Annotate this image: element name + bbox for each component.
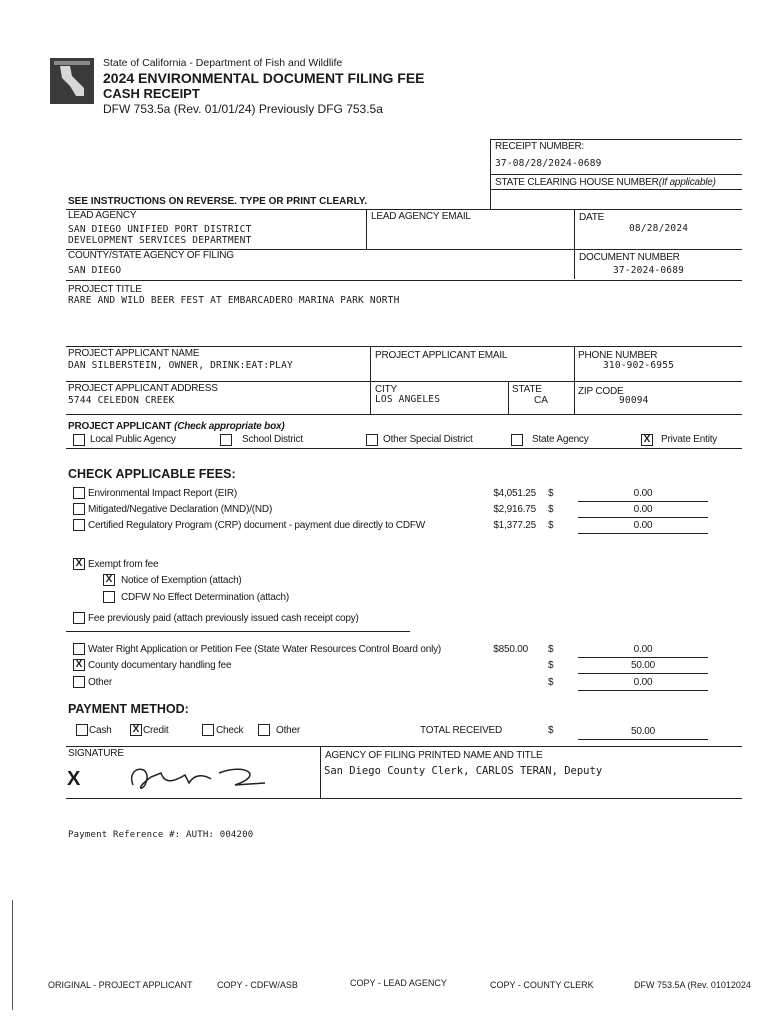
county-value: SAN DIEGO	[68, 265, 122, 276]
other-fee-label: Other	[88, 677, 113, 688]
receipt-number-label: RECEIPT NUMBER:	[495, 141, 585, 152]
signature-label: SIGNATURE	[68, 748, 124, 759]
county-handling-checkbox[interactable]: X	[73, 659, 85, 671]
footer-copy-cdfw: COPY - CDFW/ASB	[217, 980, 298, 990]
footer-copy-lead-agency: COPY - LEAD AGENCY	[350, 978, 447, 988]
phone-label: PHONE NUMBER	[578, 350, 658, 361]
crp-amount: 0.00	[633, 520, 653, 531]
eir-amount: 0.00	[633, 488, 653, 499]
water-right-dollar: $	[548, 644, 554, 655]
form-subtitle: CASH RECEIPT	[103, 86, 200, 101]
phone-value: 310-902-6955	[603, 360, 675, 371]
zip-value: 90094	[619, 395, 649, 406]
zip-label: ZIP CODE	[578, 386, 624, 397]
footer-copy-county-clerk: COPY - COUNTY CLERK	[490, 980, 594, 990]
exempt-checkbox[interactable]: X	[73, 558, 85, 570]
county-handling-dollar: $	[548, 660, 554, 671]
state-label: STATE	[512, 384, 542, 395]
cash-checkbox[interactable]	[76, 724, 88, 736]
handwritten-signature	[115, 755, 275, 795]
school-district-checkbox[interactable]	[220, 434, 232, 446]
crp-fee: $1,377.25	[493, 520, 536, 531]
other-payment-label: Other	[276, 725, 301, 736]
receipt-number: 37-08/28/2024-0689	[495, 158, 602, 169]
county-handling-label: County documentary handling fee	[88, 660, 232, 671]
county-label: COUNTY/STATE AGENCY OF FILING	[68, 250, 234, 261]
other-fee-checkbox[interactable]	[73, 676, 85, 688]
footer-form-number: DFW 753.5A (Rev. 01012024	[634, 980, 751, 990]
other-special-district-checkbox[interactable]	[366, 434, 378, 446]
applicant-name: DAN SILBERSTEIN, OWNER, DRINK:EAT:PLAY	[68, 360, 293, 371]
lead-agency-label: LEAD AGENCY	[68, 210, 137, 221]
document-number-label: DOCUMENT NUMBER	[579, 252, 680, 263]
applicant-email-label: PROJECT APPLICANT EMAIL	[375, 350, 508, 361]
state-value: CA	[534, 395, 548, 406]
county-handling-amount: 50.00	[630, 660, 656, 671]
cdfw-label: CDFW No Effect Determination (attach)	[121, 592, 290, 603]
water-right-checkbox[interactable]	[73, 643, 85, 655]
other-payment-checkbox[interactable]	[258, 724, 270, 736]
instructions: SEE INSTRUCTIONS ON REVERSE. TYPE OR PRINT CLEARLY.	[68, 196, 368, 207]
lead-agency-line1: SAN DIEGO UNIFIED PORT DISTRICT	[68, 224, 252, 235]
document-number: 37-2024-0689	[613, 265, 685, 276]
local-public-agency-label: Local Public Agency	[90, 434, 176, 445]
date-value: 08/28/2024	[629, 223, 689, 234]
mnd-label: Mitigated/Negative Declaration (MND)/(ND)	[88, 504, 273, 515]
credit-label: Credit	[143, 725, 169, 736]
agency-line: State of California - Department of Fish and Wildlife	[103, 57, 343, 69]
crp-label: Certified Regulatory Program (CRP) document - payment due directly to CDFW	[88, 520, 425, 531]
water-right-label: Water Right Application or Petition Fee (State Water Resources Control Board only)	[88, 644, 442, 655]
signature-x-mark: X	[67, 768, 81, 790]
total-received-label: TOTAL RECEIVED	[420, 725, 503, 736]
project-title-label: PROJECT TITLE	[68, 284, 142, 295]
exempt-label: Exempt from fee	[88, 559, 159, 570]
water-right-amount: 0.00	[633, 644, 653, 655]
cdfw-checkbox[interactable]	[103, 591, 115, 603]
applicant-address: 5744 CELEDON CREEK	[68, 395, 175, 406]
lead-agency-line2: DEVELOPMENT SERVICES DEPARTMENT	[68, 235, 252, 246]
lead-agency-email-label: LEAD AGENCY EMAIL	[371, 211, 471, 222]
applicant-type-note: (Check appropriate box)	[174, 421, 285, 432]
mnd-amount: 0.00	[633, 504, 653, 515]
prev-paid-checkbox[interactable]	[73, 612, 85, 624]
noe-label: Notice of Exemption (attach)	[121, 575, 242, 586]
total-dollar: $	[548, 725, 554, 736]
noe-checkbox[interactable]: X	[103, 574, 115, 586]
footer-copy-original: ORIGINAL - PROJECT APPLICANT	[48, 980, 193, 990]
state-seal-logo	[50, 58, 94, 104]
mnd-fee: $2,916.75	[493, 504, 536, 515]
prev-paid-label: Fee previously paid (attach previously issued cash receipt copy)	[88, 613, 359, 624]
fees-heading: CHECK APPLICABLE FEES:	[68, 467, 236, 481]
total-received-value: 50.00	[630, 726, 656, 737]
cash-label: Cash	[89, 725, 112, 736]
clearing-house-label	[495, 177, 716, 188]
applicant-name-label: PROJECT APPLICANT NAME	[68, 348, 200, 359]
payment-reference: Payment Reference #: AUTH: 004200	[68, 830, 254, 840]
applicant-type-text: PROJECT APPLICANT	[68, 421, 172, 432]
applicant-address-label: PROJECT APPLICANT ADDRESS	[68, 383, 218, 394]
check-checkbox[interactable]	[202, 724, 214, 736]
eir-fee: $4,051.25	[493, 488, 536, 499]
water-right-fee: $850.00	[493, 644, 528, 655]
crp-checkbox[interactable]	[73, 519, 85, 531]
clearing-house-note: (If applicable)	[658, 177, 716, 188]
credit-checkbox[interactable]: X	[130, 724, 142, 736]
school-district-label: School District	[242, 434, 303, 445]
local-public-agency-checkbox[interactable]	[73, 434, 85, 446]
private-entity-label: Private Entity	[661, 434, 718, 445]
eir-checkbox[interactable]	[73, 487, 85, 499]
city-label: CITY	[375, 384, 397, 395]
state-agency-label: State Agency	[532, 434, 589, 445]
city-value: LOS ANGELES	[375, 394, 441, 405]
state-agency-checkbox[interactable]	[511, 434, 523, 446]
other-fee-dollar: $	[548, 677, 554, 688]
date-label: DATE	[579, 212, 605, 223]
mnd-dollar: $	[548, 504, 554, 515]
payment-heading: PAYMENT METHOD:	[68, 702, 189, 716]
scan-edge-mark	[12, 900, 13, 1010]
other-fee-amount: 0.00	[633, 677, 653, 688]
agency-name-title-value: San Diego County Clerk, CARLOS TERAN, Deputy	[324, 765, 603, 777]
check-label: Check	[216, 725, 244, 736]
form-number: DFW 753.5a (Rev. 01/01/24) Previously DFG 753.5a	[103, 102, 383, 116]
form-title: 2024 ENVIRONMENTAL DOCUMENT FILING FEE	[103, 70, 425, 86]
crp-dollar: $	[548, 520, 554, 531]
eir-label: Environmental Impact Report (EIR)	[88, 488, 238, 499]
other-special-district-label: Other Special District	[383, 434, 473, 445]
eir-dollar: $	[548, 488, 554, 499]
applicant-type-label	[68, 421, 284, 432]
agency-name-title-label: AGENCY OF FILING PRINTED NAME AND TITLE	[325, 750, 543, 761]
private-entity-checkbox[interactable]: X	[641, 434, 653, 446]
mnd-checkbox[interactable]	[73, 503, 85, 515]
project-title: RARE AND WILD BEER FEST AT EMBARCADERO MARINA PARK NORTH	[68, 295, 400, 306]
clearing-house-text: STATE CLEARING HOUSE NUMBER	[495, 177, 659, 188]
